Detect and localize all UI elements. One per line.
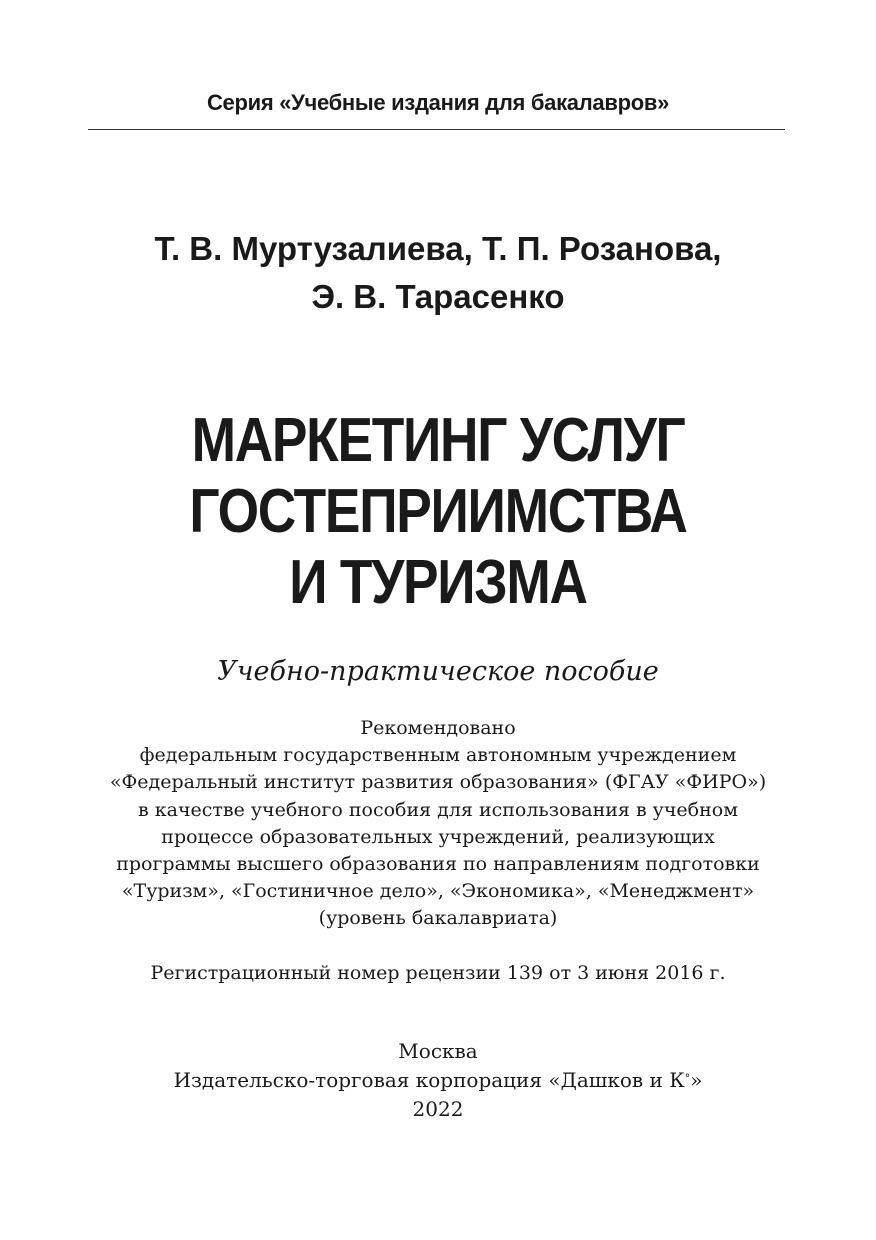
- recommendation-line: (уровень бакалавриата): [318, 907, 558, 930]
- title-line-3: И ТУРИЗМА: [289, 548, 587, 617]
- publisher-closing-quote: »: [690, 1068, 703, 1092]
- recommendation-line: программы высшего образования по направлениям подготовки: [116, 853, 760, 876]
- publisher-name: Издательско-торговая корпорация «Дашков и К: [173, 1068, 685, 1092]
- imprint: [0, 1037, 876, 1124]
- authors-line-1: Т. В. Муртузалиева, Т. П. Розанова,: [154, 230, 722, 267]
- imprint-year: 2022: [412, 1097, 464, 1121]
- book-subtitle: Учебно-практическое пособие: [217, 656, 659, 687]
- recommendation-line: «Туризм», «Гостиничное дело», «Экономика», «Менеджмент»: [121, 880, 755, 903]
- imprint-city: Москва: [398, 1039, 478, 1063]
- recommendation-line: в качестве учебного пособия для использования в учебном: [138, 798, 738, 821]
- title-line-1: МАРКЕТИНГ УСЛУГ: [191, 406, 685, 475]
- title-line-2: ГОСТЕПРИИМСТВА: [189, 477, 687, 546]
- registration-number: Регистрационный номер рецензии 139 от 3 июня 2016 г.: [150, 962, 726, 984]
- publisher-superscript: °: [684, 1072, 691, 1085]
- header-rule: [88, 129, 785, 130]
- recommendation-line: федеральным государственным автономным учреждением: [139, 744, 737, 767]
- authors: [0, 225, 876, 321]
- recommendation-line: «Федеральный институт развития образования» (ФГАУ «ФИРО»): [109, 771, 767, 794]
- recommendation-line: процессе образовательных учреждений, реализующих: [161, 825, 715, 848]
- series-title: Серия «Учебные издания для бакалавров»: [206, 90, 670, 115]
- book-title: [61, 405, 814, 618]
- authors-line-2: Э. В. Тарасенко: [311, 278, 565, 315]
- recommendation-line: Рекомендовано: [360, 717, 516, 739]
- recommendation-block: [0, 715, 876, 933]
- imprint-publisher: [0, 1066, 876, 1095]
